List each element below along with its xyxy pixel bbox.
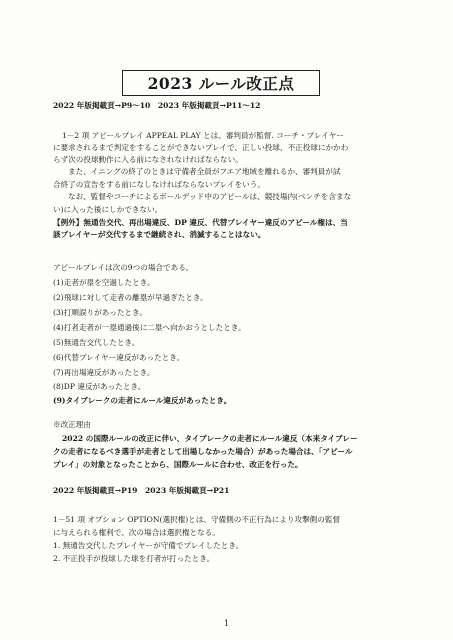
appeal-case: (5)無通告交代したとき。	[53, 338, 140, 347]
rule-1-51-line: 2. 不正投手が投球した球を打者が打ったとき。	[53, 554, 215, 563]
rule-1-51-line: に与えられる権利で、次の場合は選択権となる。	[53, 528, 220, 537]
reason-line: クの走者になるべき選手が走者として出場しなかった場合）があった場合は、「アピール	[53, 447, 353, 456]
rule-1-2-line: い)に入った後にしかできない。	[53, 205, 163, 214]
rule-1-2-line: に要求されるまで判定をすることができないプレイで、正しい投球、不正投球にかかわ	[53, 143, 349, 152]
rule-1-2-line: 合終了の宣告をする前になしなければならないプレイをいう。	[53, 180, 265, 189]
appeal-case: (1)走者が塁を空過したとき。	[53, 278, 155, 287]
appeal-case-new: (9)タイブレークの走者にルール違反があったとき。	[53, 396, 232, 405]
appeal-case: (6)代替プレイヤー違反があったとき。	[53, 353, 185, 362]
reason-line: プレイ」の対象となったことから、国際ルールに合わせ、改正を行った。	[53, 460, 303, 469]
page-reference-2: 2022 年版掲載頁→P19 2023 年版掲載頁→P21	[53, 486, 230, 495]
rule-1-51-line: 1. 無通告交代したプレイヤーが守備でプレイしたとき。	[53, 541, 244, 550]
page-reference-1: 2022 年版掲載頁→P9～10 2023 年版掲載頁→P11～12	[53, 101, 261, 110]
reason-line: 2022 の国際ルールの改正に伴い、タイブレークの走者にルール違反（本来タイブレー	[62, 434, 358, 443]
page-number: 1	[223, 619, 230, 628]
reason-heading: ※改正理由	[53, 420, 91, 429]
appeal-intro: アピールプレイは次の9つの場合である。	[53, 263, 194, 272]
appeal-case: (2)飛球に対して走者の離塁が早過ぎたとき。	[53, 293, 208, 302]
rule-1-2-exception: 該プレイヤーが交代するまで継続され、消滅することはない。	[53, 230, 266, 239]
rule-1-2-line: らず次の投球動作に入る前になされなければならない。	[53, 155, 243, 164]
rule-1-51-line: 1－51 項 オプション OPTION(選択権)とは、守備側の不正行為により攻撃側の監督	[53, 515, 341, 524]
rule-1-2-line: 1－2 項 アピールプレイ APPEAL PLAY とは、審判員が監督. コーチ・プレイヤー	[62, 131, 344, 140]
appeal-case: (4)打者走者が一塁通過後に二塁へ向かおうとしたとき。	[53, 323, 246, 332]
rule-1-2-line: なお、監督やコーチによるボールデッド中のアピールは、競技場内(ベンチを含まな	[68, 192, 352, 201]
appeal-case: (7)再出場違反があったとき。	[53, 368, 155, 377]
page-title: 2023 ルール改正点	[122, 70, 320, 96]
rule-1-2-exception: 【例外】無通告交代、再出場違反、DP 違反、代替プレイヤー違反のアピール権は、当	[53, 218, 348, 227]
appeal-case: (8)DP 違反があったとき。	[53, 382, 146, 391]
rule-1-2-line: また、イニングの終了のときは守備者全員がフエア地域を離れるか、審判員が試	[68, 167, 341, 176]
appeal-case: (3)打順誤りがあったとき。	[53, 308, 147, 317]
